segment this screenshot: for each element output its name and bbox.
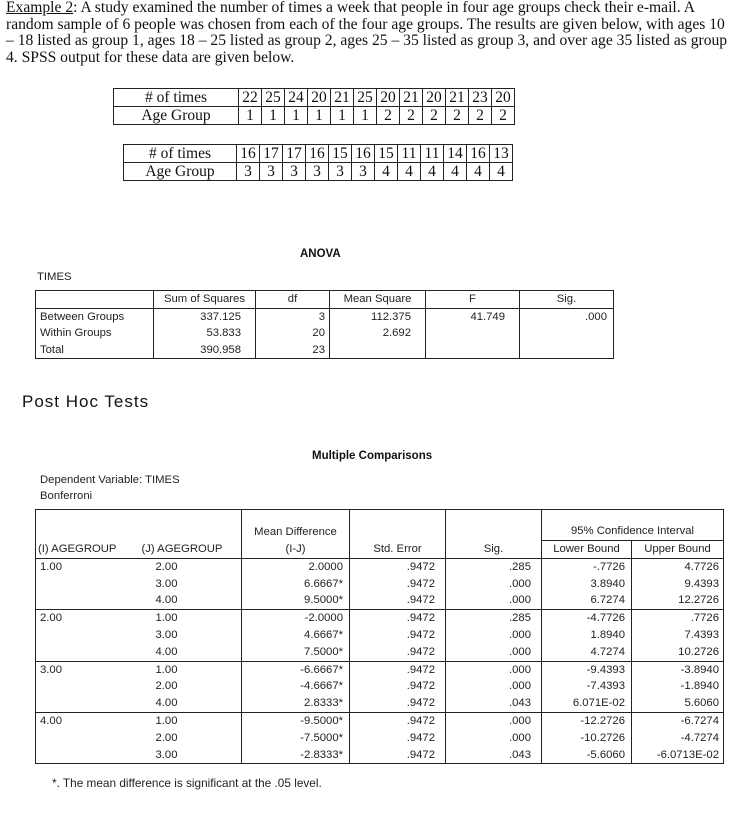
- mc-lower-bound: -9.4393: [542, 661, 632, 678]
- age-group-value-cell: 1: [262, 107, 285, 125]
- mc-mean-diff: 2.8333*: [242, 695, 350, 712]
- times-value-cell: 16: [237, 145, 260, 163]
- mc-mean-diff: -4.6667*: [242, 678, 350, 695]
- age-group-label: Age Group: [124, 163, 237, 181]
- age-group-value-cell: 3: [306, 163, 329, 181]
- anova-cell: 23: [256, 342, 330, 359]
- mc-i-group: [36, 730, 138, 747]
- mc-lower-bound: -7.4393: [542, 678, 632, 695]
- age-group-value-cell: 2: [377, 107, 400, 125]
- age-group-value-cell: 2: [446, 107, 469, 125]
- mc-lower-bound: 4.7274: [542, 644, 632, 661]
- times-value-cell: 25: [354, 89, 377, 107]
- mc-j-group: 2.00: [155, 731, 178, 744]
- mc-header-upper: Upper Bound: [632, 541, 724, 559]
- table-row: [36, 592, 724, 609]
- mc-lower-bound: -4.7726: [542, 610, 632, 627]
- anova-header-ss: Sum of Squares: [154, 291, 256, 309]
- anova-header-df: df: [256, 291, 330, 309]
- mc-j-group: 1.00: [155, 612, 178, 625]
- times-label: # of times: [114, 89, 239, 107]
- mc-j-group: 1.00: [155, 714, 178, 727]
- mc-i-group: 2.00: [36, 610, 138, 627]
- mc-header-ci: 95% Confidence Interval: [542, 510, 724, 541]
- age-group-value-cell: 4: [421, 163, 444, 181]
- anova-cell: 2.692: [330, 325, 426, 342]
- mc-sig: .043: [446, 747, 542, 764]
- table-row: [36, 627, 724, 644]
- mc-sig: .000: [446, 644, 542, 661]
- mc-method: Bonferroni: [40, 490, 93, 502]
- mc-upper-bound: -3.8940: [632, 661, 724, 678]
- age-group-value-cell: 2: [423, 107, 446, 125]
- mc-std-error: .9472: [350, 576, 446, 593]
- mc-sig: .000: [446, 712, 542, 729]
- table-row: [36, 678, 724, 695]
- mc-lower-bound: -12.2726: [542, 712, 632, 729]
- mc-sig: .000: [446, 730, 542, 747]
- mc-header-sig: Sig.: [446, 541, 542, 559]
- mc-std-error: .9472: [350, 610, 446, 627]
- mc-mean-diff: 4.6667*: [242, 627, 350, 644]
- times-value-cell: 22: [239, 89, 262, 107]
- table-row: [36, 644, 724, 661]
- anova-header-f: F: [426, 291, 520, 309]
- example-label: Example 2: [6, 0, 74, 16]
- mc-sig: .000: [446, 627, 542, 644]
- mc-upper-bound: 9.4393: [632, 576, 724, 593]
- mc-std-error: .9472: [350, 558, 446, 575]
- mc-header-i: (I) AGEGROUP: [36, 541, 138, 559]
- anova-dependent-label: TIMES: [37, 271, 72, 283]
- table-row: [36, 747, 724, 764]
- mc-header-mean-diff: Mean Difference: [242, 510, 350, 541]
- mc-i-group: 3.00: [36, 661, 138, 678]
- table-row: [36, 558, 724, 575]
- age-group-value-cell: 1: [331, 107, 354, 125]
- times-value-cell: 24: [285, 89, 308, 107]
- mc-i-group: 1.00: [36, 558, 138, 575]
- times-value-cell: 16: [352, 145, 375, 163]
- age-group-value-cell: 2: [400, 107, 423, 125]
- mc-i-group: [36, 678, 138, 695]
- mc-mean-diff: -6.6667*: [242, 661, 350, 678]
- table-row: [36, 695, 724, 712]
- mc-lower-bound: -10.2726: [542, 730, 632, 747]
- age-group-value-cell: 1: [239, 107, 262, 125]
- anova-cell: 20: [256, 325, 330, 342]
- anova-cell: 53.833: [154, 325, 256, 342]
- multiple-comparisons-table: [35, 509, 724, 764]
- age-group-value-cell: 1: [285, 107, 308, 125]
- anova-cell: .000: [520, 308, 614, 325]
- mc-upper-bound: 12.2726: [632, 592, 724, 609]
- times-value-cell: 16: [467, 145, 490, 163]
- age-group-value-cell: 2: [492, 107, 515, 125]
- mc-lower-bound: 1.8940: [542, 627, 632, 644]
- mc-std-error: .9472: [350, 661, 446, 678]
- post-hoc-heading: Post Hoc Tests: [22, 392, 150, 411]
- times-label: # of times: [124, 145, 237, 163]
- mc-i-group: [36, 627, 138, 644]
- age-group-value-cell: 4: [398, 163, 421, 181]
- mc-upper-bound: 4.7726: [632, 558, 724, 575]
- age-group-value-cell: 2: [469, 107, 492, 125]
- age-group-value-cell: 3: [283, 163, 306, 181]
- times-value-cell: 25: [262, 89, 285, 107]
- mc-header-mean-diff-ij: (I-J): [242, 541, 350, 559]
- mc-mean-diff: 7.5000*: [242, 644, 350, 661]
- mc-j-group: 4.00: [155, 645, 178, 658]
- mc-mean-diff: 9.5000*: [242, 592, 350, 609]
- times-value-cell: 20: [308, 89, 331, 107]
- table-row: [36, 610, 724, 627]
- anova-cell: [520, 325, 614, 342]
- mc-upper-bound: 10.2726: [632, 644, 724, 661]
- mc-mean-diff: -9.5000*: [242, 712, 350, 729]
- anova-cell: [520, 342, 614, 359]
- times-value-cell: 21: [446, 89, 469, 107]
- mc-header-j: (J) AGEGROUP: [141, 542, 223, 555]
- mc-dependent-variable: Dependent Variable: TIMES: [40, 474, 180, 486]
- mc-sig: .000: [446, 661, 542, 678]
- times-value-cell: 20: [377, 89, 400, 107]
- mc-std-error: .9472: [350, 695, 446, 712]
- anova-cell: 390.958: [154, 342, 256, 359]
- age-group-value-cell: 3: [260, 163, 283, 181]
- mc-std-error: .9472: [350, 678, 446, 695]
- mc-j-group: 1.00: [155, 663, 178, 676]
- age-group-value-cell: 4: [467, 163, 490, 181]
- times-value-cell: 15: [329, 145, 352, 163]
- mc-sig: .285: [446, 558, 542, 575]
- times-value-cell: 16: [306, 145, 329, 163]
- mc-lower-bound: 6.071E-02: [542, 695, 632, 712]
- anova-cell: [330, 342, 426, 359]
- times-value-cell: 20: [492, 89, 515, 107]
- mc-title: Multiple Comparisons: [312, 450, 433, 462]
- mc-upper-bound: 7.4393: [632, 627, 724, 644]
- times-value-cell: 23: [469, 89, 492, 107]
- times-value-cell: 14: [444, 145, 467, 163]
- times-value-cell: 15: [375, 145, 398, 163]
- mc-sig: .000: [446, 592, 542, 609]
- mc-j-group: 2.00: [155, 560, 178, 573]
- anova-cell: [426, 342, 520, 359]
- mc-mean-diff: -2.8333*: [242, 747, 350, 764]
- mc-upper-bound: -1.8940: [632, 678, 724, 695]
- mc-i-group: [36, 592, 138, 609]
- mc-upper-bound: -6.0713E-02: [632, 747, 724, 764]
- mc-sig: .000: [446, 678, 542, 695]
- mc-std-error: .9472: [350, 592, 446, 609]
- anova-table: [35, 290, 614, 359]
- mc-j-group: 3.00: [155, 577, 178, 590]
- mc-upper-bound: 5.6060: [632, 695, 724, 712]
- mc-header-lower: Lower Bound: [542, 541, 632, 559]
- age-group-value-cell: 1: [354, 107, 377, 125]
- anova-cell: 41.749: [426, 308, 520, 325]
- mc-j-group: 3.00: [155, 748, 178, 761]
- age-group-value-cell: 1: [308, 107, 331, 125]
- intro-body: : A study examined the number of times a week that people in four age groups check their e-mail. A random sample of 6 people was chosen from each of the four age groups. The results are given below, with ages 10 – 18 listed as group 1, ages 18 – 25 listed as group 2, ages 25 – 35 listed as group 3, and over age 35 listed as group 4. SPSS output for these data are given below.: [6, 0, 728, 66]
- mc-mean-diff: -7.5000*: [242, 730, 350, 747]
- times-value-cell: 21: [400, 89, 423, 107]
- times-value-cell: 13: [490, 145, 513, 163]
- intro-paragraph: [6, 0, 732, 66]
- mc-j-group: 4.00: [155, 697, 178, 710]
- times-value-cell: 11: [421, 145, 444, 163]
- anova-title: ANOVA: [300, 248, 341, 260]
- data-table-groups-3-4: [123, 144, 513, 181]
- age-group-value-cell: 3: [237, 163, 260, 181]
- table-row: [36, 576, 724, 593]
- times-value-cell: 11: [398, 145, 421, 163]
- anova-row-label: Within Groups: [36, 325, 154, 342]
- times-value-cell: 17: [283, 145, 306, 163]
- age-group-value-cell: 3: [352, 163, 375, 181]
- mc-lower-bound: -.7726: [542, 558, 632, 575]
- times-value-cell: 21: [331, 89, 354, 107]
- mc-j-group: 4.00: [155, 594, 178, 607]
- mc-upper-bound: -6.7274: [632, 712, 724, 729]
- mc-i-group: [36, 747, 138, 764]
- mc-i-group: [36, 576, 138, 593]
- anova-row-label: Total: [36, 342, 154, 359]
- mc-std-error: .9472: [350, 644, 446, 661]
- mc-sig: .043: [446, 695, 542, 712]
- data-table-groups-1-2: [113, 88, 515, 125]
- mc-footnote: *. The mean difference is significant at the .05 level.: [52, 776, 322, 790]
- mc-j-group: 3.00: [155, 628, 178, 641]
- anova-header-sig: Sig.: [520, 291, 614, 309]
- age-group-value-cell: 3: [329, 163, 352, 181]
- mc-upper-bound: .7726: [632, 610, 724, 627]
- mc-i-group: [36, 695, 138, 712]
- mc-std-error: .9472: [350, 730, 446, 747]
- times-value-cell: 17: [260, 145, 283, 163]
- mc-upper-bound: -4.7274: [632, 730, 724, 747]
- mc-i-group: [36, 644, 138, 661]
- table-row: [36, 661, 724, 678]
- mc-sig: .000: [446, 576, 542, 593]
- mc-mean-diff: -2.0000: [242, 610, 350, 627]
- mc-std-error: .9472: [350, 627, 446, 644]
- mc-header-se: Std. Error: [350, 541, 446, 559]
- age-group-value-cell: 4: [375, 163, 398, 181]
- mc-std-error: .9472: [350, 712, 446, 729]
- mc-mean-diff: 6.6667*: [242, 576, 350, 593]
- anova-cell: 337.125: [154, 308, 256, 325]
- table-row: [36, 712, 724, 729]
- mc-i-group: 4.00: [36, 712, 138, 729]
- age-group-value-cell: 4: [490, 163, 513, 181]
- age-group-value-cell: 4: [444, 163, 467, 181]
- mc-lower-bound: 6.7274: [542, 592, 632, 609]
- mc-j-group: 2.00: [155, 680, 178, 693]
- mc-std-error: .9472: [350, 747, 446, 764]
- mc-sig: .285: [446, 610, 542, 627]
- table-row: [36, 730, 724, 747]
- anova-cell: 3: [256, 308, 330, 325]
- times-value-cell: 20: [423, 89, 446, 107]
- mc-mean-diff: 2.0000: [242, 558, 350, 575]
- anova-cell: 112.375: [330, 308, 426, 325]
- anova-row-label: Between Groups: [36, 308, 154, 325]
- anova-cell: [426, 325, 520, 342]
- mc-lower-bound: -5.6060: [542, 747, 632, 764]
- age-group-label: Age Group: [114, 107, 239, 125]
- mc-lower-bound: 3.8940: [542, 576, 632, 593]
- anova-header-ms: Mean Square: [330, 291, 426, 309]
